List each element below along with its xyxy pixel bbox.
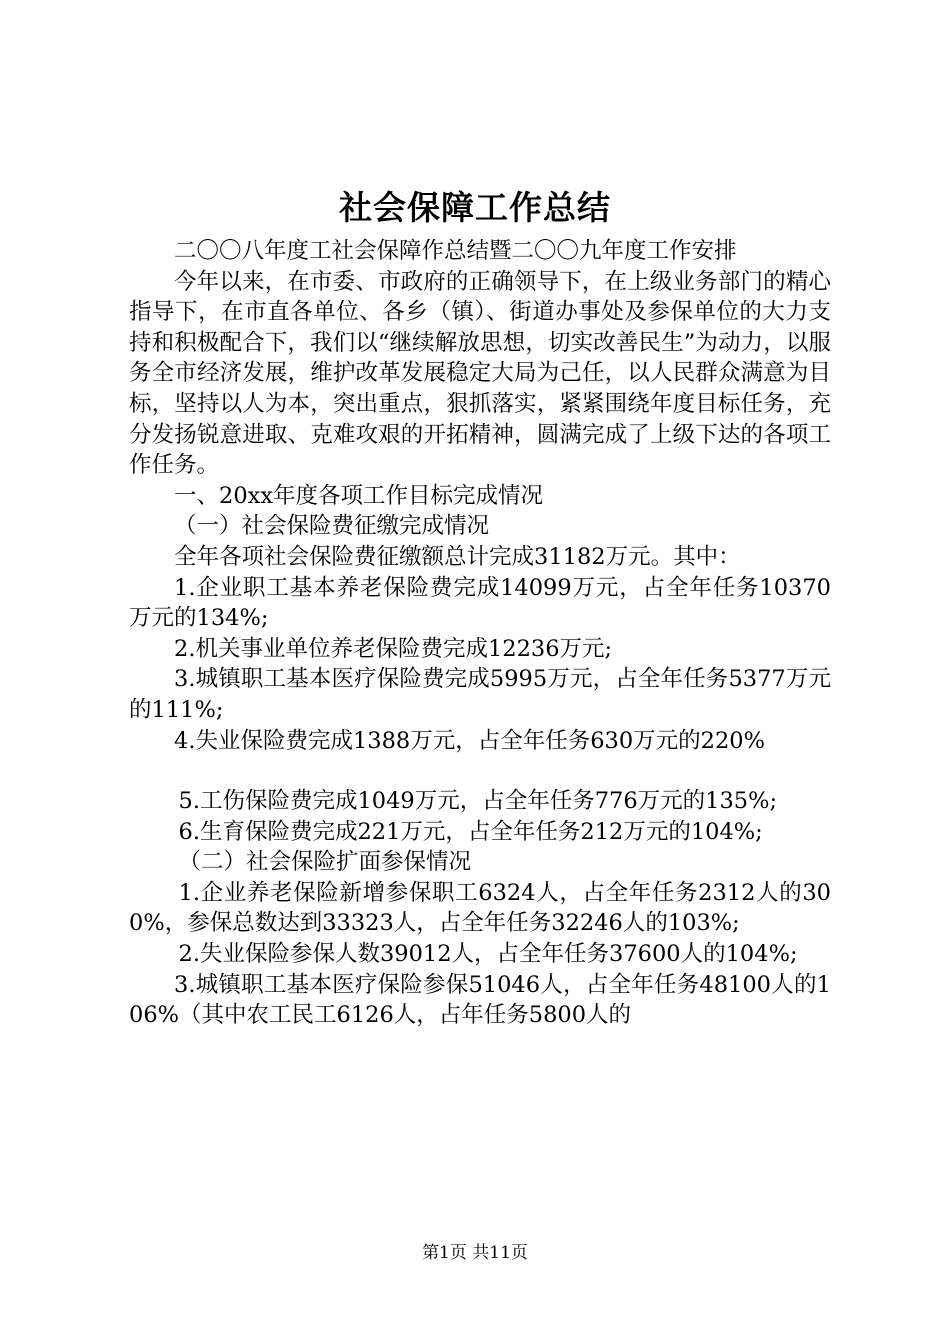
list-item: 2.机关事业单位养老保险费完成12236万元;: [174, 635, 613, 662]
list-item: 2.失业保险参保人数39012人，占全年任务37600人的104%;: [178, 941, 798, 968]
subsection-heading: （一）社会保险费征缴完成情况: [174, 513, 490, 540]
list-item: 6.生育保险费完成221万元，占全年任务212万元的104%;: [178, 818, 763, 845]
list-item: 3.城镇职工基本医疗保险参保51046人，占全年任务48100人的106%（其中农工民工6126人，占年任务5800人的: [129, 971, 831, 1029]
report-subtitle: 二〇〇八年度工社会保障作总结暨二〇〇九年度工作安排: [174, 238, 737, 264]
document-body: [129, 236, 831, 1031]
document-title: 社会保障工作总结: [339, 188, 611, 227]
page-number: 第1页 共11页: [422, 1243, 528, 1263]
list-item: 4.失业保险费完成1388万元，占全年任务630万元的220%: [174, 727, 765, 754]
list-item: 5.工伤保险费完成1049万元，占全年任务776万元的135%;: [178, 788, 778, 815]
list-item: 1.企业职工基本养老保险费完成14099万元，占全年任务10370万元的134%;: [129, 574, 831, 632]
section-heading: 一、20xx年度各项工作目标完成情况: [174, 482, 544, 509]
blank-line: [129, 756, 831, 786]
list-item: 3.城镇职工基本医疗保险费完成5995万元，占全年任务5377万元的111%;: [129, 666, 831, 723]
intro-paragraph: 今年以来，在市委、市政府的正确领导下，在上级业务部门的精心指导下，在市直各单位、各乡（镇）、街道办事处及参保单位的大力支持和积极配合下，我们以“继续解放思想，切实改善民生”为动力，以服务全市经济发展，维护改革发展稳定大局为己任，以人民群众满意为目标，坚持以人为本，突出重点，狠抓落实，紧紧围绕年度目标任务，充分发扬锐意进取、克难攻艰的开拓精神，圆满完成了上级下达的各项工作任务。: [129, 268, 831, 479]
subsection-heading: （二）社会保险扩面参保情况: [178, 849, 472, 876]
list-item: 1.企业养老保险新增参保职工6324人，占全年任务2312人的300%，参保总数达到33323人，占全年任务32246人的103%;: [129, 879, 831, 937]
body-paragraph: 全年各项社会保险费征缴额总计完成31182万元。其中：: [174, 543, 741, 570]
